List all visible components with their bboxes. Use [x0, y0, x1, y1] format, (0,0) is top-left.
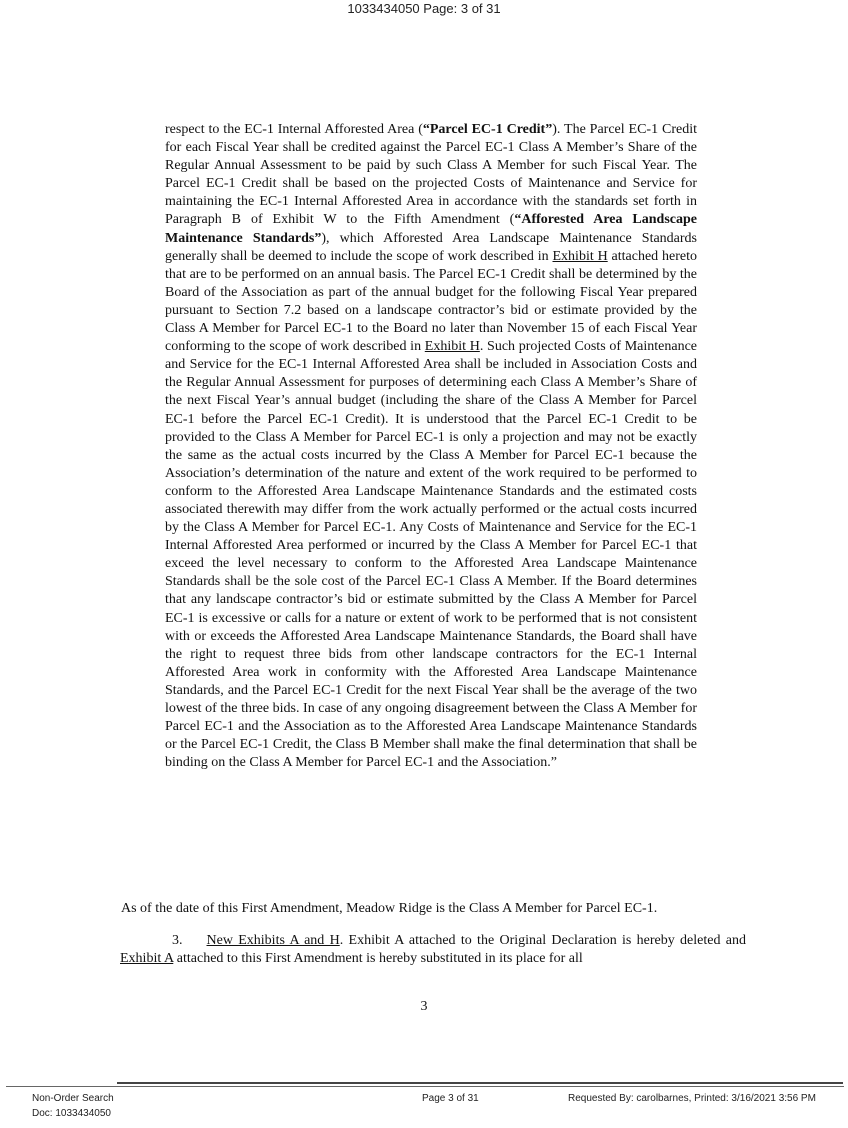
quoted-provision-text	[165, 121, 697, 772]
document-header: 1033434050 Page: 3 of 31	[347, 1, 501, 16]
footer-doc-number: Doc: 1033434050	[32, 1108, 111, 1119]
quote-text-5: . Such projected Costs of Maintenance and Service for the EC-1 Internal Afforested Area shall be included in Association Costs and the Regular Annual Assessment for purposes of determining each Class A Member’s Share of the next Fiscal Year’s annual budget (including the share of the Class A Member for Parcel EC-1 before the Parcel EC-1 Credit). It is understood that the Parcel EC-1 Credit to be provided to the Class A Member for Parcel EC-1 is only a projection and may not be exactly the same as the actual costs incurred by the Class A Member for Parcel EC-1 because the Association’s determination of the nature and extent of the work required to be performed to conform to the Afforested Area Landscape Maintenance Standards and the estimated costs associated therewith may differ from the work actually performed or the actual costs incurred by the Class A Member for Parcel EC-1. Any Costs of Maintenance and Service for the EC-1 Internal Afforested Area performed or incurred by the Class A Member for Parcel EC-1 that exceed the level necessary to conform to the Afforested Area Landscape Maintenance Standards shall be the sole cost of the Parcel EC-1 Class A Member. If the Board determines that any landscape contractor’s bid or estimate submitted by the Class A Member for Parcel EC-1 is excessive or calls for a nature or extent of work to be performed that is not consistent with or exceeds the Afforested Area Landscape Maintenance Standards, the Board shall have the right to request three bids from other landscape contractors for the EC-1 Internal Afforested Area work in conformity with the Afforested Area Landscape Maintenance Standards, and the Parcel EC-1 Credit for the next Fiscal Year shall be the average of the two lowest of the three bids. In case of any ongoing disagreement between the Class A Member for Parcel EC-1 and the Association as to the Afforested Area Landscape Maintenance Standards or the Parcel EC-1 Credit, the Class B Member shall make the final determination that shall be binding on the Class A Member for Parcel EC-1 and the Association.”	[165, 339, 698, 771]
exhibit-a-reference: Exhibit A	[120, 951, 174, 967]
footer-page-count: Page 3 of 31	[422, 1093, 479, 1104]
section-3-paragraph	[120, 932, 746, 968]
page-number: 3	[420, 999, 428, 1014]
exhibit-h-reference: Exhibit H	[552, 248, 608, 264]
footer-requested-by: Requested By: carolbarnes, Printed: 3/16/2021 3:56 PM	[568, 1093, 816, 1104]
footer-divider-thick	[117, 1082, 843, 1084]
quote-text-4: attached hereto that are to be performed on an annual basis. The Parcel EC-1 Credit shall be determined by the Board of the Association as part of the annual budget for the following Fiscal Year prepared pursuant to Section 7.2 based on a landscape contractor’s bid or estimate provided by the Class A Member for Parcel EC-1 to the Board no later than November 15 of each Fiscal Year conforming to the scope of work described in	[165, 248, 697, 355]
quote-text-3: ), which Afforested Area Landscape Maintenance Standards generally shall be deemed to include the scope of work described in	[165, 230, 697, 264]
quote-text-2: ). The Parcel EC-1 Credit for each Fiscal Year shall be credited against the Parcel EC-1 Class A Member’s Share of the Regular Annual Assessment to be paid by such Class A Member for such Fiscal Year. The Parcel EC-1 Credit shall be based on the projected Costs of Maintenance and Service for maintaining the EC-1 Internal Afforested Area in accordance with the standards set forth in Paragraph B of Exhibit W to the Fifth Amendment (	[165, 122, 697, 228]
quote-text-1: respect to the EC-1 Internal Afforested Area (	[165, 122, 423, 137]
footer-search-type: Non-Order Search	[32, 1093, 114, 1104]
footer-divider-thin	[6, 1086, 844, 1087]
section-number: 3.	[172, 933, 183, 948]
defined-term-maintenance-standards: “Afforested Area Landscape Maintenance Standards”	[165, 212, 698, 246]
section-text-1: . Exhibit A attached to the Original Declaration is hereby deleted and	[339, 933, 746, 948]
class-a-member-paragraph: As of the date of this First Amendment, Meadow Ridge is the Class A Member for Parcel EC-1.	[121, 901, 658, 916]
section-heading: New Exhibits A and H	[206, 933, 340, 948]
section-text-2: attached to this First Amendment is hereby substituted in its place for all	[173, 951, 583, 967]
defined-term-parcel-credit: “Parcel EC-1 Credit”	[422, 122, 553, 137]
exhibit-h-reference-2: Exhibit H	[424, 339, 480, 355]
